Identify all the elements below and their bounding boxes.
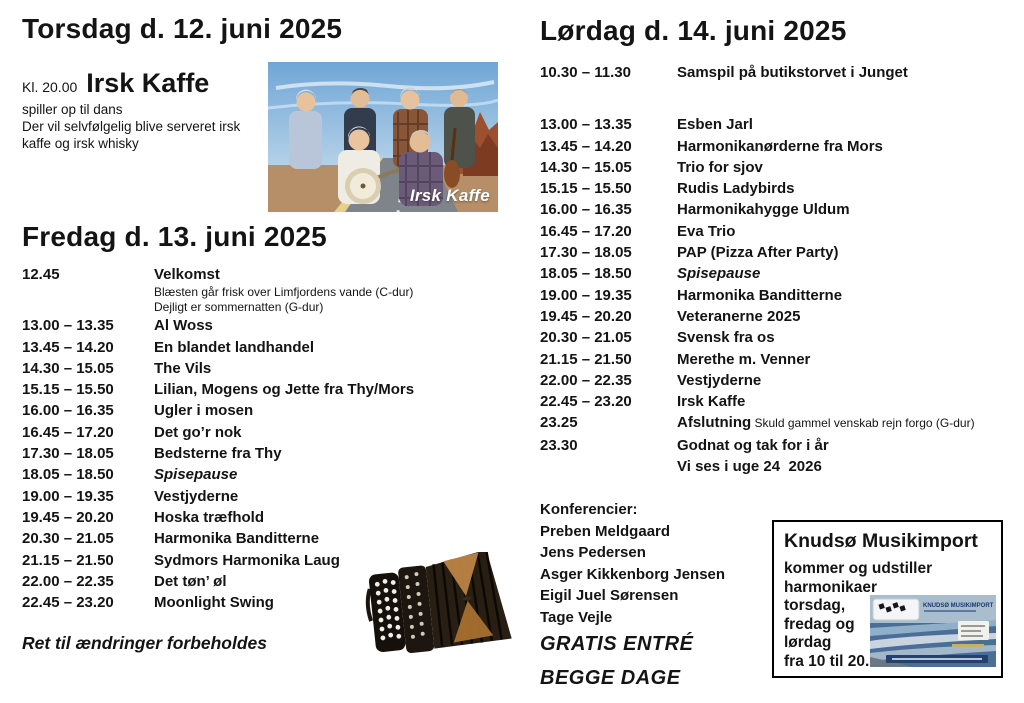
schedule-time: 12.45	[22, 266, 60, 283]
schedule-row	[22, 528, 522, 549]
schedule-row	[540, 114, 1014, 135]
ad-title: Knudsø Musikimport	[784, 530, 978, 552]
schedule-title: Sydmors Harmonika Laug	[154, 551, 340, 569]
schedule-time: 15.15 – 15.50	[22, 381, 114, 399]
schedule-title: Veteranerne 2025	[677, 307, 801, 325]
accordion-illustration	[364, 552, 512, 662]
schedule-row	[540, 285, 1014, 306]
schedule-time: 23.25	[540, 414, 578, 432]
schedule-time: 19.00 – 19.35	[22, 487, 114, 505]
schedule-title: Rudis Ladybirds	[677, 180, 795, 198]
business-card-illustration	[870, 595, 996, 667]
schedule-row	[22, 507, 522, 528]
saturday-heading: Lørdag d. 14. juni 2025	[540, 15, 847, 46]
schedule-title: Velkomst	[154, 266, 220, 283]
thursday-desc-line: spiller op til dans	[22, 102, 123, 117]
friday-heading: Fredag d. 13. juni 2025	[22, 221, 327, 252]
schedule-row	[540, 327, 1014, 348]
schedule-row	[22, 422, 522, 443]
schedule-row	[540, 178, 1014, 199]
schedule-title: Al Woss	[154, 317, 213, 335]
schedule-time: 17.30 – 18.05	[540, 244, 632, 262]
mc-name: Asger Kikkenborg Jensen	[540, 565, 726, 583]
schedule-row	[22, 358, 522, 379]
schedule-title: Lilian, Mogens og Jette fra Thy/Mors	[154, 381, 415, 399]
schedule-time: 16.00 – 16.35	[22, 402, 114, 420]
schedule-row	[540, 136, 1014, 157]
thursday-headline	[22, 68, 209, 99]
schedule-time: 19.45 – 20.20	[22, 508, 114, 526]
schedule-row	[22, 315, 522, 336]
schedule-time: 16.45 – 17.20	[22, 423, 114, 441]
schedule-title: Svensk fra os	[677, 329, 775, 347]
mc-names	[540, 521, 725, 629]
schedule-row	[540, 263, 1014, 284]
schedule-time: 22.45 – 23.20	[22, 594, 114, 612]
mc-block	[540, 499, 725, 628]
schedule-subline: Blæsten går frisk over Limfjordens vande (C-dur)	[154, 285, 414, 300]
irsk-kaffe-band-photo	[268, 62, 498, 212]
schedule-row	[22, 400, 522, 421]
ad-text-line: harmonikaer	[784, 578, 878, 596]
schedule-row	[22, 464, 522, 485]
schedule-time: 21.15 – 21.50	[22, 551, 114, 569]
schedule-time: 15.15 – 15.50	[540, 180, 632, 198]
schedule-title: Irsk Kaffe	[677, 393, 746, 411]
free-entry-block	[540, 627, 693, 695]
schedule-time: 23.30	[540, 436, 578, 454]
schedule-title: Vestjyderne	[154, 487, 239, 505]
ad-text-line: lørdag	[784, 634, 832, 651]
schedule-title: Trio for sjov	[677, 158, 763, 176]
schedule-title: Hoska træfhold	[154, 508, 265, 526]
thursday-time-label: Kl. 20.00	[22, 79, 78, 95]
schedule-title: Eva Trio	[677, 222, 736, 240]
schedule-subline: Dejligt er sommernatten (G-dur)	[154, 300, 324, 315]
schedule-title: Bedsterne fra Thy	[154, 445, 282, 463]
schedule-row	[540, 391, 1014, 412]
business-card-image	[870, 595, 996, 667]
schedule-time: 13.45 – 14.20	[540, 137, 632, 155]
schedule-row	[540, 349, 1014, 370]
schedule-row	[540, 412, 1014, 434]
schedule-row	[22, 264, 522, 285]
changes-reserved-note: Ret til ændringer forbeholdes	[22, 633, 268, 653]
schedule-row	[540, 456, 1014, 477]
schedule-time: 20.30 – 21.05	[22, 530, 114, 548]
schedule-row	[540, 306, 1014, 327]
photo-caption: Irsk Kaffe	[409, 186, 490, 205]
schedule-title: Moonlight Swing	[154, 594, 274, 612]
schedule-title: Harmonikanørderne fra Mors	[677, 137, 883, 155]
ad-text-line: fra 10 til 20.	[784, 652, 870, 670]
sponsor-ad-box	[772, 520, 1003, 678]
schedule-title: Spisepause	[677, 265, 761, 283]
schedule-time	[540, 456, 677, 477]
schedule-time: 16.00 – 16.35	[540, 201, 632, 219]
ad-text-line: fredag og	[784, 615, 855, 633]
schedule-time: 13.00 – 13.35	[540, 116, 632, 134]
schedule-row	[540, 157, 1014, 178]
schedule-row	[540, 199, 1014, 220]
schedule-title: Harmonika Banditterne	[677, 286, 843, 304]
ad-text-line: torsdag,	[784, 597, 846, 614]
schedule-title: Harmonika Banditterne	[154, 530, 320, 548]
schedule-time: 21.15 – 21.50	[540, 350, 632, 368]
schedule-row	[22, 443, 522, 464]
schedule-time: 13.00 – 13.35	[22, 317, 114, 335]
schedule-title: Afslutning Skuld gammel venskab rejn forgo (G-dur)	[677, 414, 975, 432]
schedule-row	[540, 242, 1014, 263]
schedule-title: Vestjyderne	[677, 371, 762, 389]
schedule-title: Esben Jarl	[677, 116, 753, 134]
schedule-title: Godnat og tak for i år	[677, 436, 829, 454]
schedule-time: 10.30 – 11.30	[540, 64, 631, 81]
schedule-row	[540, 62, 1014, 83]
schedule-time: 22.00 – 22.35	[22, 572, 114, 590]
schedule-time: 19.00 – 19.35	[540, 286, 632, 304]
schedule-title: En blandet landhandel	[154, 338, 315, 356]
schedule-row	[540, 370, 1014, 391]
mc-name: Jens Pedersen	[540, 544, 646, 561]
svg-text:KNUDSØ MUSIKIMPORT: KNUDSØ MUSIKIMPORT	[923, 603, 994, 609]
saturday-schedule	[540, 62, 1014, 477]
schedule-title: Ugler i mosen	[154, 402, 254, 420]
schedule-time: 20.30 – 21.05	[540, 329, 632, 347]
ad-text-line: kommer og udstiller	[784, 560, 933, 577]
schedule-time: 14.30 – 15.05	[22, 359, 114, 377]
schedule-row	[540, 435, 1014, 456]
mc-name: Eigil Juel Sørensen	[540, 587, 679, 604]
schedule-time: 18.05 – 18.50	[540, 265, 632, 283]
schedule-time: 19.45 – 20.20	[540, 307, 632, 325]
free-entry-line: GRATIS ENTRÉ	[540, 633, 694, 655]
schedule-title: Vi ses i uge 24 2026	[677, 458, 822, 476]
schedule-time: 16.45 – 17.20	[540, 222, 632, 240]
schedule-time: 22.00 – 22.35	[540, 371, 632, 389]
schedule-row	[540, 221, 1014, 242]
thursday-desc-line: kaffe og irsk whisky	[22, 136, 139, 151]
mc-name: Tage Vejle	[540, 608, 613, 626]
mc-name: Preben Meldgaard	[540, 522, 671, 540]
thursday-band-name: Irsk Kaffe	[86, 68, 210, 98]
schedule-suffix: Skuld gammel venskab rejn forgo (G-dur)	[751, 416, 975, 431]
schedule-title: Harmonikahygge Uldum	[677, 201, 850, 219]
schedule-title: Samspil på butikstorvet i Junget	[677, 64, 908, 81]
schedule-row	[22, 486, 522, 507]
thursday-heading: Torsdag d. 12. juni 2025	[22, 13, 343, 44]
schedule-title: Det tøn’ øl	[154, 572, 227, 590]
schedule-time: 18.05 – 18.50	[22, 466, 114, 484]
accordion-image	[364, 552, 512, 667]
schedule-time: 22.45 – 23.20	[540, 393, 632, 411]
schedule-title: The Vils	[154, 359, 212, 377]
schedule-title: Det go’r nok	[154, 423, 242, 441]
schedule-title: Spisepause	[154, 466, 238, 484]
schedule-time: 13.45 – 14.20	[22, 338, 114, 356]
schedule-time: 14.30 – 15.05	[540, 158, 632, 176]
schedule-time: 17.30 – 18.05	[22, 445, 114, 463]
mc-heading: Konferencier:	[540, 501, 638, 518]
schedule-title: Merethe m. Venner	[677, 350, 811, 368]
free-entry-line: BEGGE DAGE	[540, 667, 681, 689]
thursday-desc-line: Der vil selvfølgelig blive serveret irsk	[22, 119, 241, 134]
schedule-row	[22, 379, 522, 400]
schedule-row	[22, 337, 522, 358]
schedule-title: PAP (Pizza After Party)	[677, 244, 839, 262]
thursday-description	[22, 101, 240, 152]
